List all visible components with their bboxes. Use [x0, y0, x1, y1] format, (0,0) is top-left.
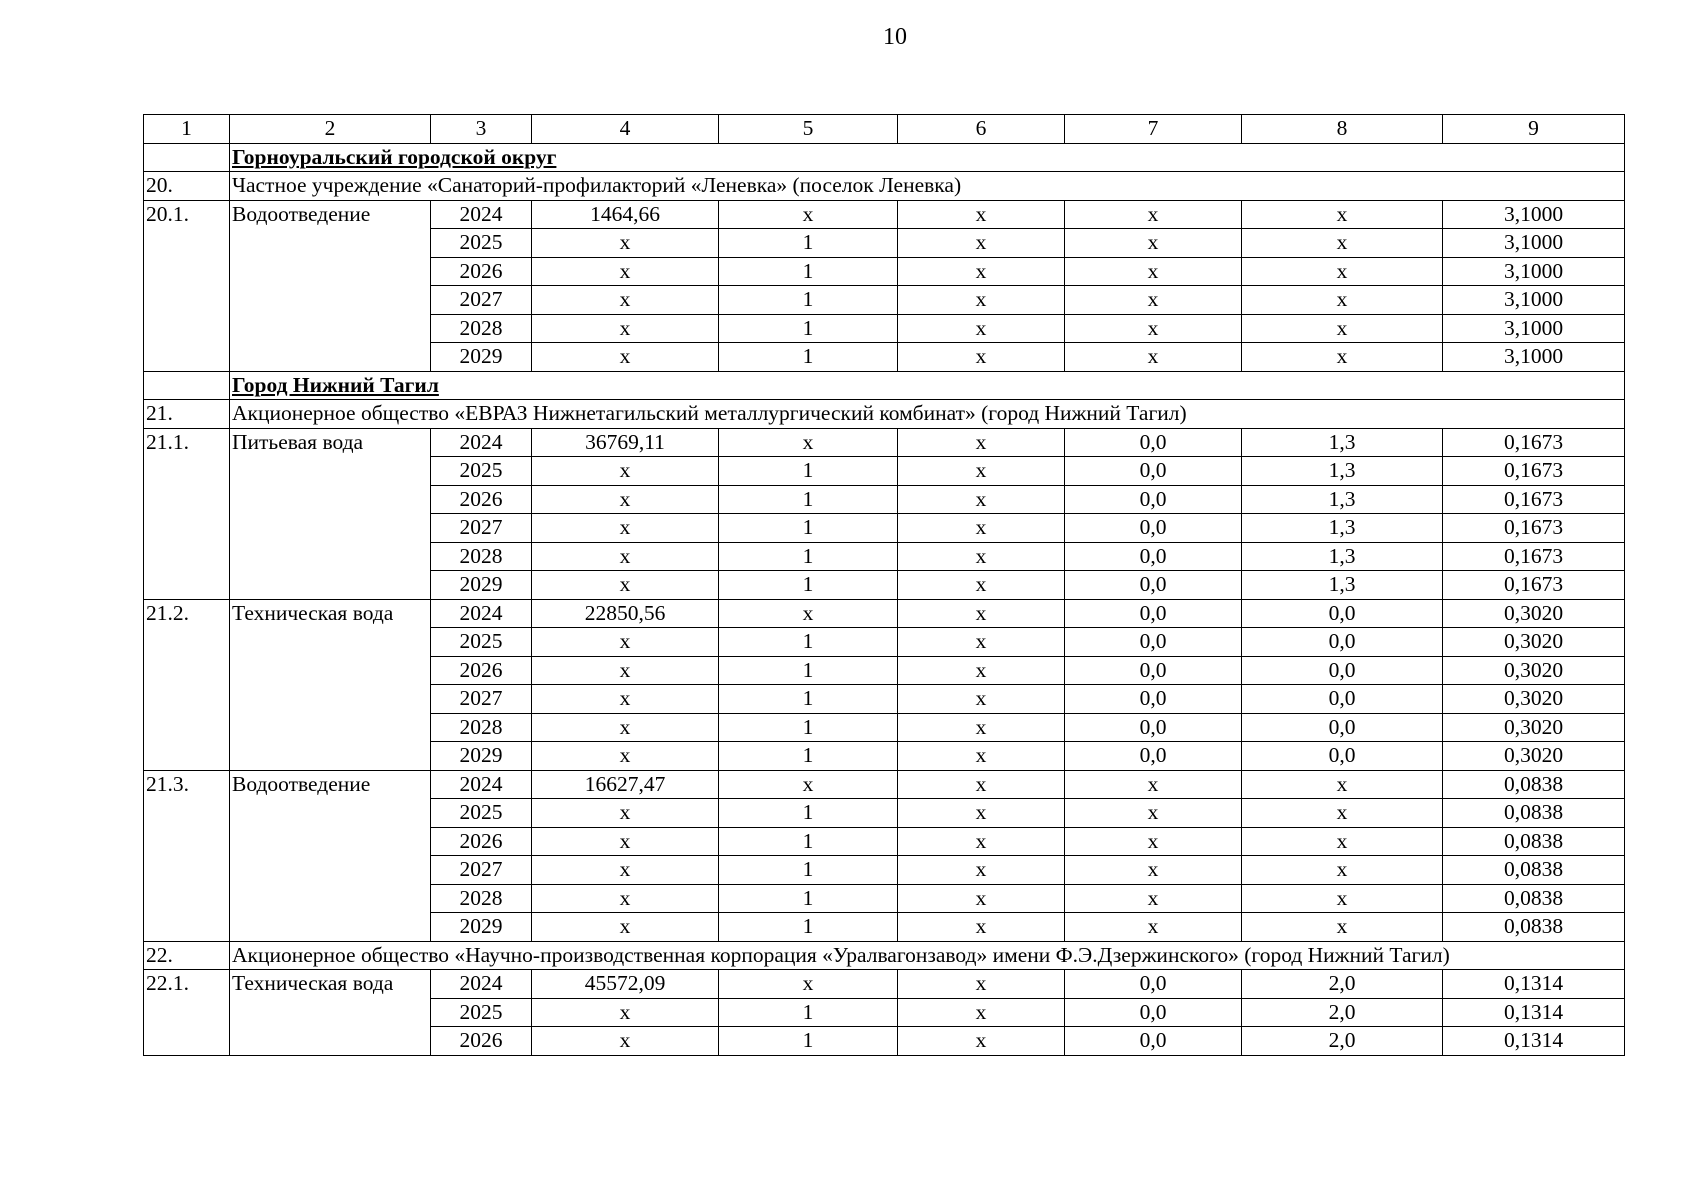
col9-cell: 0,1314 [1443, 998, 1625, 1027]
section-title-cell [230, 371, 1625, 400]
col6-cell: x [898, 428, 1065, 457]
col9-cell: 0,1673 [1443, 571, 1625, 600]
col5-cell: 1 [719, 713, 898, 742]
col5-cell: 1 [719, 856, 898, 885]
col5-cell: 1 [719, 485, 898, 514]
table-row [144, 770, 1625, 799]
org-name-cell: Акционерное общество «ЕВРАЗ Нижнетагильский металлургический комбинат» (город Нижний Тагил) [230, 400, 1625, 429]
col8-cell: 2,0 [1242, 970, 1443, 999]
col8-cell: 2,0 [1242, 998, 1443, 1027]
year-cell: 2028 [431, 884, 532, 913]
col9-cell: 0,1314 [1443, 1027, 1625, 1056]
col8-cell: x [1242, 799, 1443, 828]
col5-cell: 1 [719, 571, 898, 600]
col7-cell: x [1065, 257, 1242, 286]
col9-cell: 3,1000 [1443, 286, 1625, 315]
col8-cell: x [1242, 913, 1443, 942]
col6-cell: x [898, 656, 1065, 685]
col8-cell: 1,3 [1242, 571, 1443, 600]
col8-cell: 1,3 [1242, 542, 1443, 571]
page-number: 10 [883, 24, 907, 50]
service-num-cell: 20.1. [144, 200, 230, 371]
col8-cell: x [1242, 343, 1443, 372]
year-cell: 2025 [431, 998, 532, 1027]
volume-cell: x [532, 656, 719, 685]
year-cell: 2027 [431, 286, 532, 315]
col6-cell: x [898, 457, 1065, 486]
year-cell: 2025 [431, 628, 532, 657]
col7-cell: 0,0 [1065, 713, 1242, 742]
col8-cell: x [1242, 827, 1443, 856]
col7-cell: 0,0 [1065, 685, 1242, 714]
col7-cell: x [1065, 856, 1242, 885]
col8-cell: 2,0 [1242, 1027, 1443, 1056]
year-cell: 2028 [431, 542, 532, 571]
header-cell: 9 [1443, 115, 1625, 144]
table-row [144, 599, 1625, 628]
header-cell: 4 [532, 115, 719, 144]
col7-cell: x [1065, 770, 1242, 799]
col6-cell: x [898, 770, 1065, 799]
col5-cell: 1 [719, 1027, 898, 1056]
col6-cell: x [898, 571, 1065, 600]
section-title-cell [230, 143, 1625, 172]
col8-cell: 0,0 [1242, 599, 1443, 628]
col7-cell: x [1065, 200, 1242, 229]
service-num-cell: 21.1. [144, 428, 230, 599]
col7-cell: x [1065, 314, 1242, 343]
col8-cell: x [1242, 770, 1443, 799]
col8-cell: x [1242, 286, 1443, 315]
col7-cell: x [1065, 799, 1242, 828]
year-cell: 2029 [431, 742, 532, 771]
year-cell: 2024 [431, 770, 532, 799]
col9-cell: 0,1673 [1443, 428, 1625, 457]
col9-cell: 0,3020 [1443, 628, 1625, 657]
service-num-cell: 21.2. [144, 599, 230, 770]
col7-cell: 0,0 [1065, 542, 1242, 571]
section-row [144, 143, 1625, 172]
col7-cell: 0,0 [1065, 514, 1242, 543]
service-num-cell: 22.1. [144, 970, 230, 1056]
org-row [144, 941, 1625, 970]
col5-cell: 1 [719, 884, 898, 913]
col8-cell: 0,0 [1242, 713, 1443, 742]
volume-cell: 36769,11 [532, 428, 719, 457]
col9-cell: 0,0838 [1443, 856, 1625, 885]
col9-cell: 0,3020 [1443, 656, 1625, 685]
col5-cell: 1 [719, 514, 898, 543]
col9-cell: 0,0838 [1443, 884, 1625, 913]
org-num-cell: 22. [144, 941, 230, 970]
org-row [144, 400, 1625, 429]
col6-cell: x [898, 514, 1065, 543]
table-body [144, 115, 1625, 1056]
col6-cell: x [898, 998, 1065, 1027]
col5-cell: x [719, 770, 898, 799]
col9-cell: 3,1000 [1443, 314, 1625, 343]
col6-cell: x [898, 685, 1065, 714]
col9-cell: 3,1000 [1443, 343, 1625, 372]
volume-cell: x [532, 571, 719, 600]
col7-cell: 0,0 [1065, 571, 1242, 600]
year-cell: 2024 [431, 428, 532, 457]
col9-cell: 0,3020 [1443, 713, 1625, 742]
org-num-cell: 20. [144, 172, 230, 201]
volume-cell: 1464,66 [532, 200, 719, 229]
col8-cell: x [1242, 314, 1443, 343]
volume-cell: x [532, 856, 719, 885]
year-cell: 2027 [431, 514, 532, 543]
col8-cell: 1,3 [1242, 514, 1443, 543]
volume-cell: x [532, 884, 719, 913]
year-cell: 2025 [431, 229, 532, 258]
col7-cell: x [1065, 884, 1242, 913]
year-cell: 2029 [431, 343, 532, 372]
col8-cell: 1,3 [1242, 485, 1443, 514]
col7-cell: 0,0 [1065, 1027, 1242, 1056]
header-cell: 8 [1242, 115, 1443, 144]
col5-cell: 1 [719, 827, 898, 856]
col6-cell: x [898, 286, 1065, 315]
service-name-cell: Техническая вода [230, 970, 431, 1056]
volume-cell: x [532, 457, 719, 486]
col9-cell: 0,0838 [1443, 913, 1625, 942]
col6-cell: x [898, 542, 1065, 571]
col6-cell: x [898, 742, 1065, 771]
year-cell: 2025 [431, 457, 532, 486]
col5-cell: 1 [719, 286, 898, 315]
header-cell: 2 [230, 115, 431, 144]
col7-cell: x [1065, 229, 1242, 258]
col6-cell: x [898, 1027, 1065, 1056]
col7-cell: 0,0 [1065, 599, 1242, 628]
col8-cell: x [1242, 200, 1443, 229]
volume-cell: x [532, 286, 719, 315]
col5-cell: x [719, 428, 898, 457]
col8-cell: x [1242, 856, 1443, 885]
col9-cell: 0,3020 [1443, 742, 1625, 771]
col6-cell: x [898, 257, 1065, 286]
col8-cell: 1,3 [1242, 457, 1443, 486]
col5-cell: 1 [719, 742, 898, 771]
year-cell: 2026 [431, 257, 532, 286]
year-cell: 2029 [431, 571, 532, 600]
section-title: Город Нижний Тагил [232, 372, 439, 397]
volume-cell: x [532, 1027, 719, 1056]
year-cell: 2026 [431, 485, 532, 514]
col8-cell: 0,0 [1242, 656, 1443, 685]
col9-cell: 3,1000 [1443, 229, 1625, 258]
service-name-cell: Питьевая вода [230, 428, 431, 599]
col8-cell: x [1242, 257, 1443, 286]
year-cell: 2025 [431, 799, 532, 828]
header-cell: 1 [144, 115, 230, 144]
volume-cell: x [532, 542, 719, 571]
org-name-cell: Акционерное общество «Научно-производственная корпорация «Уралвагонзавод» имени Ф.Э.Дзержинского» (город Нижний Тагил) [230, 941, 1625, 970]
col7-cell: 0,0 [1065, 485, 1242, 514]
col9-cell: 0,0838 [1443, 799, 1625, 828]
year-cell: 2024 [431, 970, 532, 999]
service-name-cell: Техническая вода [230, 599, 431, 770]
year-cell: 2026 [431, 656, 532, 685]
volume-cell: x [532, 485, 719, 514]
volume-cell: 16627,47 [532, 770, 719, 799]
col5-cell: 1 [719, 229, 898, 258]
year-cell: 2027 [431, 685, 532, 714]
col9-cell: 0,0838 [1443, 827, 1625, 856]
col9-cell: 0,1673 [1443, 542, 1625, 571]
col5-cell: 1 [719, 685, 898, 714]
header-row [144, 115, 1625, 144]
volume-cell: x [532, 343, 719, 372]
volume-cell: x [532, 713, 719, 742]
header-cell: 5 [719, 115, 898, 144]
volume-cell: x [532, 827, 719, 856]
header-cell: 6 [898, 115, 1065, 144]
volume-cell: 45572,09 [532, 970, 719, 999]
col9-cell: 0,1673 [1443, 514, 1625, 543]
section-num-cell [144, 143, 230, 172]
volume-cell: x [532, 742, 719, 771]
col6-cell: x [898, 314, 1065, 343]
col5-cell: 1 [719, 628, 898, 657]
col8-cell: 0,0 [1242, 742, 1443, 771]
col5-cell: 1 [719, 314, 898, 343]
col6-cell: x [898, 970, 1065, 999]
col5-cell: 1 [719, 656, 898, 685]
year-cell: 2026 [431, 1027, 532, 1056]
volume-cell: x [532, 799, 719, 828]
section-title: Горноуральский городской округ [232, 144, 557, 169]
col9-cell: 0,1673 [1443, 485, 1625, 514]
volume-cell: x [532, 314, 719, 343]
col5-cell: 1 [719, 257, 898, 286]
col6-cell: x [898, 628, 1065, 657]
col7-cell: 0,0 [1065, 970, 1242, 999]
col5-cell: 1 [719, 998, 898, 1027]
col9-cell: 0,3020 [1443, 685, 1625, 714]
col5-cell: 1 [719, 799, 898, 828]
col6-cell: x [898, 229, 1065, 258]
service-num-cell: 21.3. [144, 770, 230, 941]
col6-cell: x [898, 827, 1065, 856]
col7-cell: x [1065, 343, 1242, 372]
year-cell: 2027 [431, 856, 532, 885]
year-cell: 2028 [431, 314, 532, 343]
table-row [144, 970, 1625, 999]
col7-cell: 0,0 [1065, 742, 1242, 771]
volume-cell: x [532, 514, 719, 543]
volume-cell: x [532, 229, 719, 258]
header-cell: 7 [1065, 115, 1242, 144]
volume-cell: x [532, 257, 719, 286]
col7-cell: 0,0 [1065, 656, 1242, 685]
col6-cell: x [898, 343, 1065, 372]
col8-cell: 1,3 [1242, 428, 1443, 457]
year-cell: 2028 [431, 713, 532, 742]
col5-cell: x [719, 200, 898, 229]
col7-cell: 0,0 [1065, 628, 1242, 657]
col5-cell: x [719, 970, 898, 999]
volume-cell: x [532, 685, 719, 714]
col9-cell: 0,1673 [1443, 457, 1625, 486]
year-cell: 2029 [431, 913, 532, 942]
col7-cell: x [1065, 827, 1242, 856]
col6-cell: x [898, 913, 1065, 942]
col6-cell: x [898, 713, 1065, 742]
col6-cell: x [898, 856, 1065, 885]
table-row [144, 428, 1625, 457]
col6-cell: x [898, 599, 1065, 628]
col7-cell: 0,0 [1065, 457, 1242, 486]
col5-cell: 1 [719, 343, 898, 372]
col5-cell: x [719, 599, 898, 628]
col9-cell: 3,1000 [1443, 257, 1625, 286]
section-num-cell [144, 371, 230, 400]
col8-cell: x [1242, 884, 1443, 913]
col7-cell: x [1065, 286, 1242, 315]
col7-cell: x [1065, 913, 1242, 942]
year-cell: 2024 [431, 200, 532, 229]
col8-cell: x [1242, 229, 1443, 258]
section-row [144, 371, 1625, 400]
col9-cell: 3,1000 [1443, 200, 1625, 229]
table-row [144, 200, 1625, 229]
org-name-cell: Частное учреждение «Санаторий-профилакторий «Леневка» (поселок Леневка) [230, 172, 1625, 201]
year-cell: 2024 [431, 599, 532, 628]
col5-cell: 1 [719, 457, 898, 486]
col7-cell: 0,0 [1065, 428, 1242, 457]
col6-cell: x [898, 485, 1065, 514]
col6-cell: x [898, 884, 1065, 913]
service-name-cell: Водоотведение [230, 200, 431, 371]
col9-cell: 0,1314 [1443, 970, 1625, 999]
volume-cell: x [532, 913, 719, 942]
org-row [144, 172, 1625, 201]
service-name-cell: Водоотведение [230, 770, 431, 941]
col6-cell: x [898, 799, 1065, 828]
tariff-table [143, 114, 1625, 1056]
col8-cell: 0,0 [1242, 685, 1443, 714]
col6-cell: x [898, 200, 1065, 229]
volume-cell: x [532, 628, 719, 657]
col9-cell: 0,0838 [1443, 770, 1625, 799]
year-cell: 2026 [431, 827, 532, 856]
col5-cell: 1 [719, 913, 898, 942]
volume-cell: x [532, 998, 719, 1027]
col7-cell: 0,0 [1065, 998, 1242, 1027]
col8-cell: 0,0 [1242, 628, 1443, 657]
header-cell: 3 [431, 115, 532, 144]
org-num-cell: 21. [144, 400, 230, 429]
volume-cell: 22850,56 [532, 599, 719, 628]
col5-cell: 1 [719, 542, 898, 571]
col9-cell: 0,3020 [1443, 599, 1625, 628]
